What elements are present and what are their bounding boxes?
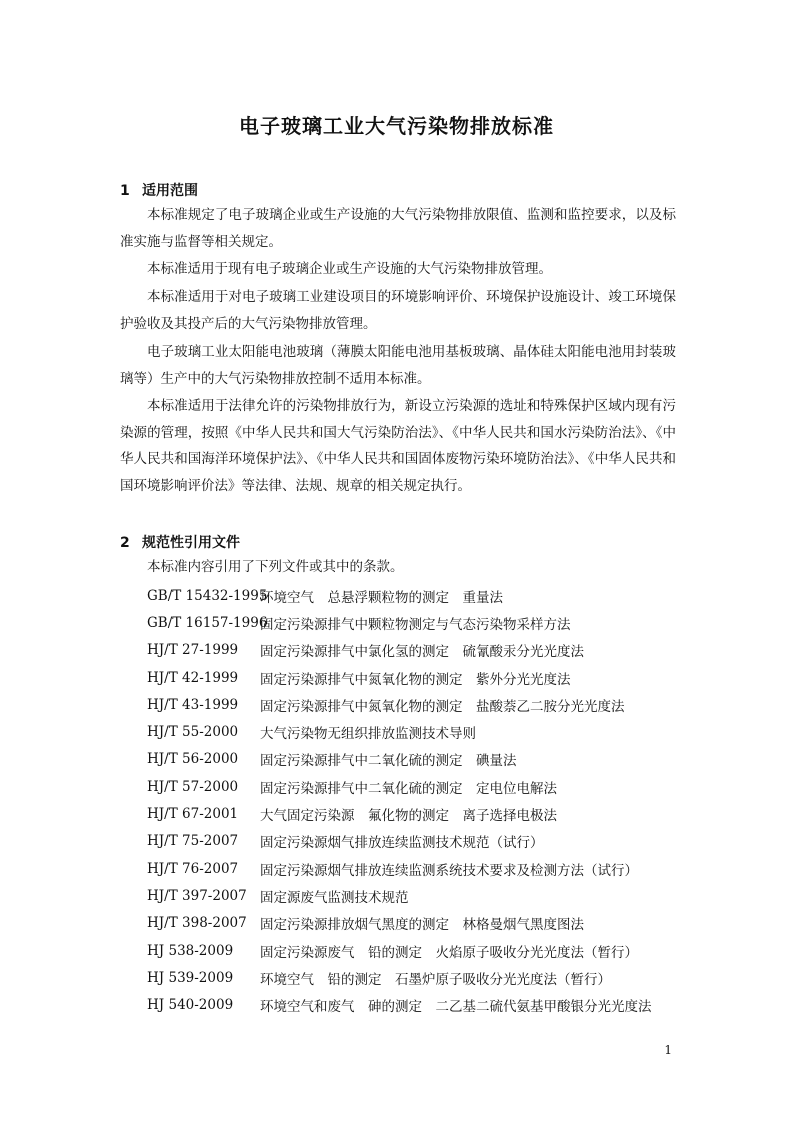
reference-title: 固定污染源烟气排放连续监测技术规范（试行） [260, 835, 544, 852]
reference-title: 大气固定污染源 氟化物的测定 离子选择电极法 [260, 808, 557, 825]
reference-code: HJ/T 42-1999 [147, 669, 239, 686]
reference-title: 固定污染源排气中氮氧化物的测定 盐酸萘乙二胺分光光度法 [260, 698, 625, 715]
document-title: 电子玻璃工业大气污染物排放标准 [239, 114, 554, 138]
reference-title: 固定污染源排放烟气黑度的测定 林格曼烟气黑度图法 [260, 917, 584, 934]
reference-item [147, 910, 707, 937]
reference-code: HJ/T 55-2000 [147, 724, 239, 741]
reference-code: HJ 538-2009 [147, 942, 234, 959]
reference-item [147, 691, 707, 718]
section-1-paragraph-5: 本标准适用于法律允许的污染物排放行为，新设立污染源的选址和特殊保护区域内现有污染源的管理，按照《中华人民共和国大气污染防治法》、《中华人民共和国水污染防治法》、《中华人民共和国海洋环境保护法》、《中华人民共和国固体废物污染环境防治法》、《中华人民共和国环境影响评价法》等法律、法规、规章的相关规定执行。 [120, 398, 676, 494]
reference-item [147, 582, 707, 609]
reference-title: 固定污染源排气中二氧化硫的测定 碘量法 [260, 753, 517, 770]
reference-item [147, 828, 707, 855]
reference-code: HJ/T 398-2007 [147, 915, 247, 932]
reference-item [147, 718, 707, 745]
reference-title: 环境空气 总悬浮颗粒物的测定 重量法 [260, 589, 503, 606]
section-1-paragraph-2: 本标准适用于现有电子玻璃企业或生产设施的大气污染物排放管理。 [147, 261, 552, 277]
reference-item [147, 800, 707, 827]
section-1-number: 1 [120, 183, 130, 199]
section-1-paragraph-1: 本标准规定了电子玻璃企业或生产设施的大气污染物排放限值、监测和监控要求，以及标准实施与监督等相关规定。 [120, 207, 676, 250]
reference-item [147, 882, 707, 909]
reference-item [147, 964, 707, 991]
reference-title: 环境空气 铅的测定 石墨炉原子吸收分光光度法（暂行） [260, 971, 611, 988]
reference-title: 环境空气和废气 砷的测定 二乙基二硫代氨基甲酸银分光光度法 [260, 999, 652, 1016]
section-2-number: 2 [120, 535, 130, 551]
reference-code: HJ/T 27-1999 [147, 642, 239, 659]
section-2-intro: 本标准内容引用了下列文件或其中的条款。 [147, 559, 404, 575]
reference-item [147, 773, 707, 800]
reference-item [147, 609, 707, 636]
reference-item [147, 855, 707, 882]
reference-item [147, 991, 707, 1018]
reference-code: HJ/T 67-2001 [147, 806, 239, 823]
reference-item [147, 746, 707, 773]
reference-item [147, 937, 707, 964]
section-1-paragraph-4: 电子玻璃工业太阳能电池玻璃（薄膜太阳能电池用基板玻璃、晶体硅太阳能电池用封装玻璃等）生产中的大气污染物排放控制不适用本标准。 [120, 344, 676, 387]
reference-code: HJ 540-2009 [147, 997, 234, 1014]
reference-title: 大气污染物无组织排放监测技术导则 [260, 726, 476, 743]
section-1-title: 适用范围 [142, 183, 198, 199]
reference-list [147, 582, 707, 1019]
reference-title: 固定污染源排气中颗粒物测定与气态污染物采样方法 [260, 616, 571, 633]
reference-code: HJ 539-2009 [147, 969, 234, 986]
section-1-heading [120, 180, 198, 200]
reference-item [147, 637, 707, 664]
reference-code: HJ/T 43-1999 [147, 696, 239, 713]
reference-code: GB/T 15432-1995 [147, 587, 268, 604]
reference-title: 固定源废气监测技术规范 [260, 889, 409, 906]
section-2-title: 规范性引用文件 [142, 535, 240, 551]
reference-code: HJ/T 56-2000 [147, 751, 239, 768]
page-number: 1 [664, 1043, 672, 1057]
reference-title: 固定污染源排气中二氧化硫的测定 定电位电解法 [260, 780, 557, 797]
section-1-paragraph-3: 本标准适用于对电子玻璃工业建设项目的环境影响评价、环境保护设施设计、竣工环境保护验收及其投产后的大气污染物排放管理。 [120, 289, 676, 332]
reference-title: 固定污染源废气 铅的测定 火焰原子吸收分光光度法（暂行） [260, 944, 638, 961]
reference-code: HJ/T 75-2007 [147, 833, 239, 850]
reference-title: 固定污染源排气中氯化氢的测定 硫氰酸汞分光光度法 [260, 644, 584, 661]
reference-code: HJ/T 57-2000 [147, 778, 239, 795]
reference-code: HJ/T 397-2007 [147, 887, 247, 904]
reference-item [147, 664, 707, 691]
reference-title: 固定污染源排气中氮氧化物的测定 紫外分光光度法 [260, 671, 571, 688]
section-2-heading [120, 532, 240, 552]
reference-title: 固定污染源烟气排放连续监测系统技术要求及检测方法（试行） [260, 862, 638, 879]
reference-code: GB/T 16157-1996 [147, 614, 268, 631]
reference-code: HJ/T 76-2007 [147, 860, 239, 877]
